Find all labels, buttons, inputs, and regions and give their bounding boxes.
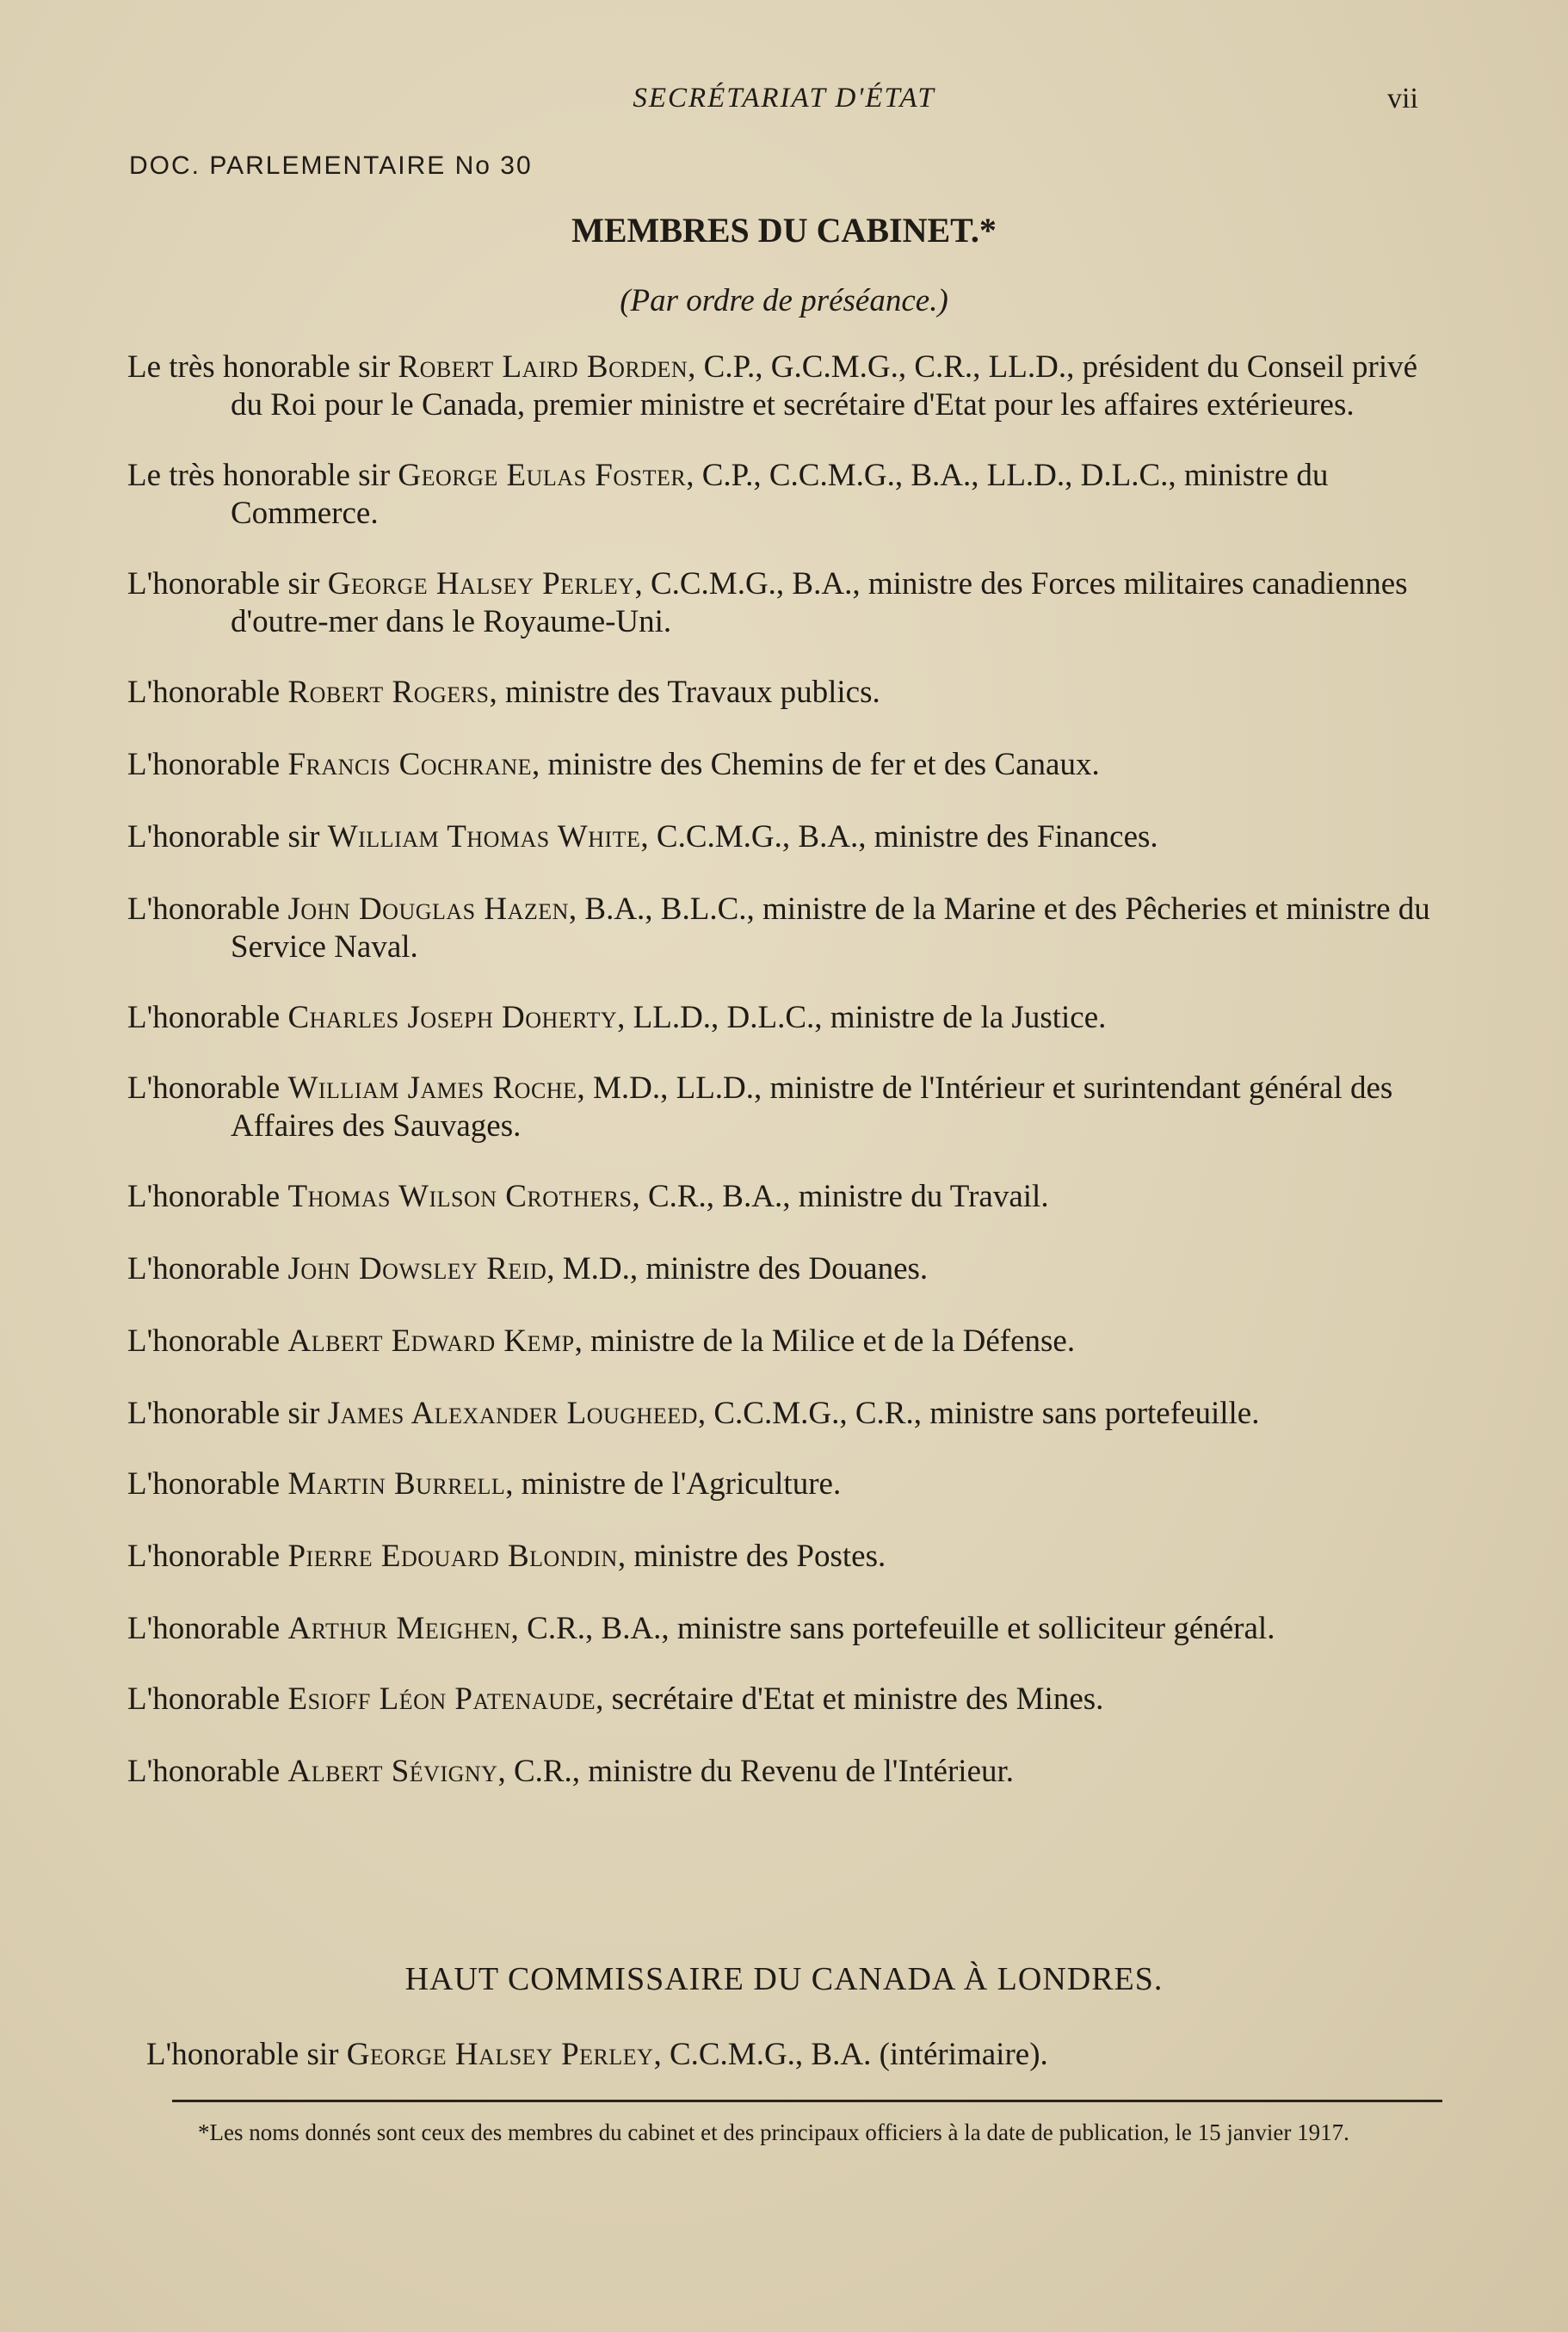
member-name: Albert Sévigny <box>287 1754 498 1789</box>
entry-prefix: Le très honorable sir <box>127 458 398 493</box>
entry-details: , ministre des Travaux publics. <box>489 675 880 710</box>
member-name: John Dowsley Reid <box>287 1251 547 1286</box>
cabinet-entry <box>127 1323 1435 1360</box>
cabinet-entry <box>127 457 1435 533</box>
cabinet-entry <box>127 674 1435 712</box>
cabinet-entry <box>127 746 1435 784</box>
member-name: William James Roche <box>287 1070 577 1106</box>
entry-details: , ministre des Chemins de fer et des Canaux. <box>532 747 1100 782</box>
entry-prefix: L'honorable sir <box>127 819 328 854</box>
entry-prefix: L'honorable <box>127 1323 288 1359</box>
footnote-divider <box>172 2100 1442 2102</box>
cabinet-entry <box>127 1178 1435 1216</box>
entry-details: , C.R., ministre du Revenu de l'Intérieur. <box>497 1754 1015 1789</box>
page-subtitle: (Par ordre de préséance.) <box>620 283 948 318</box>
cabinet-entry <box>127 1395 1435 1433</box>
cabinet-entry <box>127 1681 1435 1718</box>
entry-prefix: L'honorable <box>127 891 288 927</box>
footnote: *Les noms donnés sont ceux des membres du cabinet et des principaux officiers à la date de publication, le 15 janvier 1917. <box>198 2119 1349 2145</box>
cabinet-entry <box>127 349 1435 424</box>
entry-prefix: L'honorable <box>127 1681 288 1717</box>
member-name: Pierre Edouard Blondin <box>287 1539 618 1574</box>
entry-prefix: L'honorable <box>127 1754 288 1789</box>
entry-prefix: L'honorable <box>127 1466 288 1502</box>
cabinet-entry <box>127 1538 1435 1576</box>
entry-prefix: L'honorable <box>127 1179 288 1214</box>
member-name: George Eulas Foster <box>398 458 687 493</box>
entry-details: , C.C.M.G., B.A., ministre des Forces militaires canadiennes d'outre-mer dans le Royaume-Uni. <box>231 566 1408 639</box>
member-name: George Halsey Perley <box>327 566 635 602</box>
member-name: William Thomas White <box>327 819 641 854</box>
cabinet-list <box>127 349 1435 1825</box>
high-commissioner-entry <box>146 2036 1454 2073</box>
entry-prefix: L'honorable sir <box>146 2037 347 2072</box>
page-number: vii <box>1387 83 1418 114</box>
entry-prefix: L'honorable <box>127 1539 288 1574</box>
entry-details: , C.C.M.G., C.R., ministre sans portefeuille. <box>697 1396 1260 1431</box>
cabinet-entry <box>127 1250 1435 1288</box>
member-name: Thomas Wilson Crothers <box>287 1179 633 1214</box>
page-title: MEMBRES DU CABINET.* <box>571 211 997 250</box>
member-name: Arthur Meighen <box>287 1611 511 1646</box>
entry-prefix: L'honorable sir <box>127 1396 328 1431</box>
member-name: Robert Laird Borden <box>398 349 688 385</box>
cabinet-entry <box>127 891 1435 966</box>
entry-details: , ministre de la Milice et de la Défense. <box>574 1323 1076 1359</box>
entry-prefix: L'honorable <box>127 747 288 782</box>
member-name: Esioff Léon Patenaude <box>287 1681 596 1717</box>
document-reference: DOC. PARLEMENTAIRE No 30 <box>129 151 533 180</box>
cabinet-entry <box>127 999 1435 1037</box>
entry-details: , C.P., C.C.M.G., B.A., LL.D., D.L.C., ministre du Commerce. <box>231 458 1329 531</box>
entry-prefix: L'honorable <box>127 1070 288 1106</box>
cabinet-entry <box>127 1070 1435 1145</box>
entry-details: , M.D., LL.D., ministre de l'Intérieur et surintendant général des Affaires des Sauvages. <box>231 1070 1393 1144</box>
member-name: Albert Edward Kemp <box>287 1323 575 1359</box>
member-name: Charles Joseph Doherty <box>287 1000 618 1035</box>
member-name: Francis Cochrane <box>287 747 533 782</box>
member-name: Martin Burrell <box>287 1466 506 1502</box>
entry-prefix: L'honorable sir <box>127 566 328 602</box>
member-name: John Douglas Hazen <box>287 891 569 927</box>
member-name: George Halsey Perley <box>346 2037 654 2072</box>
member-name: James Alexander Lougheed <box>327 1396 698 1431</box>
cabinet-entry <box>127 1465 1435 1503</box>
entry-details: , B.A., B.L.C., ministre de la Marine et des Pêcheries et ministre du Service Naval. <box>231 891 1430 965</box>
member-name: Robert Rogers <box>287 675 490 710</box>
entry-prefix: L'honorable <box>127 1000 288 1035</box>
cabinet-entry <box>127 1753 1435 1791</box>
entry-details: , C.C.M.G., B.A. (intérimaire). <box>653 2037 1048 2072</box>
cabinet-entry <box>127 565 1435 641</box>
entry-details: , C.R., B.A., ministre sans portefeuille et solliciteur général. <box>510 1611 1275 1646</box>
entry-prefix: L'honorable <box>127 675 288 710</box>
entry-prefix: L'honorable <box>127 1251 288 1286</box>
entry-details: , C.R., B.A., ministre du Travail. <box>632 1179 1049 1214</box>
entry-prefix: Le très honorable sir <box>127 349 398 385</box>
entry-details: , ministre des Postes. <box>617 1539 886 1574</box>
entry-details: , ministre de l'Agriculture. <box>505 1466 842 1502</box>
cabinet-entry <box>127 818 1435 856</box>
entry-details: , secrétaire d'Etat et ministre des Mines. <box>596 1681 1104 1717</box>
running-title: SECRÉTARIAT D'ÉTAT <box>633 83 935 114</box>
entry-prefix: L'honorable <box>127 1611 288 1646</box>
cabinet-entry <box>127 1610 1435 1648</box>
entry-details: , LL.D., D.L.C., ministre de la Justice. <box>617 1000 1107 1035</box>
entry-details: , M.D., ministre des Douanes. <box>546 1251 929 1286</box>
entry-details: , C.P., G.C.M.G., C.R., LL.D., président du Conseil privé du Roi pour le Canada, premier ministre et secrétaire d'Etat pour les affaires extérieures. <box>231 349 1418 423</box>
entry-details: , C.C.M.G., B.A., ministre des Finances. <box>640 819 1158 854</box>
high-commissioner-heading: HAUT COMMISSAIRE DU CANADA À LONDRES. <box>404 1961 1164 1997</box>
